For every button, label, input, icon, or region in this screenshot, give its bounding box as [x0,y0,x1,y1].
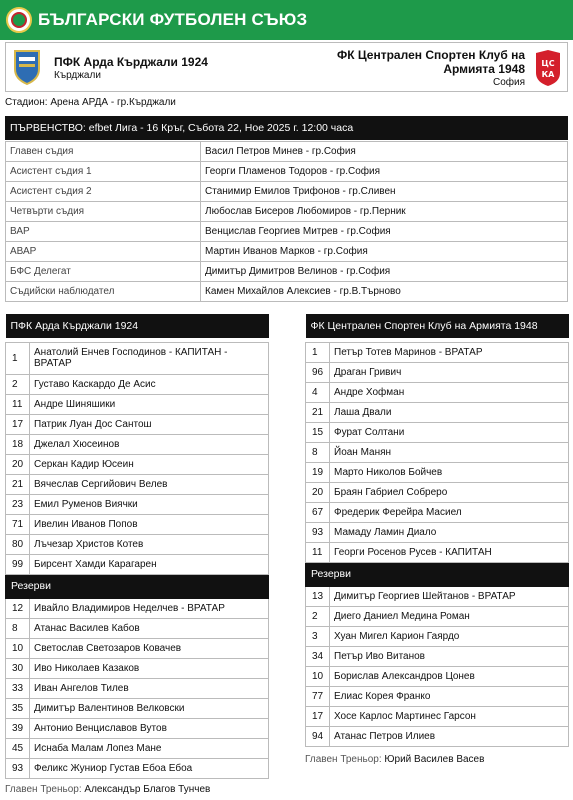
player-name-line: Хуан Мигел Карион Гаярдо [334,630,460,642]
player-name [30,394,269,414]
player-row [306,626,569,646]
player-name-line: Андре Хофман [334,386,405,398]
player-name [330,362,569,382]
player-name-line: Петър Тотев Маринов - ВРАТАР [334,346,483,358]
player-name-line: Иснаба Малам Лопез Мане [34,742,162,754]
player-name [330,382,569,402]
away-team-city: София [492,77,525,88]
away-coach [305,754,484,765]
official-name: Камен Михайлов Алексиев - гр.В.Търново [201,282,568,302]
player-number: 71 [6,514,30,534]
player-number: 20 [306,482,330,502]
page-title: БЪЛГАРСКИ ФУТБОЛЕН СЪЮЗ [38,10,308,29]
player-number: 10 [6,638,30,658]
player-number: 33 [6,678,30,698]
official-row [6,162,568,182]
player-number: 8 [6,618,30,638]
player-name [330,666,569,686]
player-number: 21 [306,402,330,422]
player-name-line: Лаша Двали [334,406,392,418]
player-row [6,554,269,574]
player-number: 39 [6,718,30,738]
player-name [330,686,569,706]
player-row [306,606,569,626]
lineup-title: ПФК Арда Кърджали 1924 [6,314,269,338]
player-name [30,638,269,658]
player-name [330,502,569,522]
player-name [330,542,569,562]
player-name [330,402,569,422]
official-row [6,282,568,302]
official-role: ВАР [6,222,201,242]
player-row [6,678,269,698]
player-row [6,618,269,638]
player-name-line: Атанас Петров Илиев [334,730,436,742]
player-name [30,758,269,778]
player-number: 99 [6,554,30,574]
player-name-line: Светослав Светозаров Ковачев [34,642,182,654]
player-row [306,706,569,726]
player-number: 35 [6,698,30,718]
player-row [306,402,569,422]
player-name [30,698,269,718]
player-name-line: Георги Росенов Русев - КАПИТАН [334,546,492,558]
player-row [6,698,269,718]
player-row [6,738,269,758]
player-name [30,534,269,554]
reserves-header: Резерви [6,574,269,598]
player-name [30,514,269,534]
cska-crest-icon [535,49,561,87]
player-name-line: Хосе Карлос Мартинес Гарсон [334,710,476,722]
player-name [330,462,569,482]
player-row [6,758,269,778]
player-row [6,658,269,678]
official-role: Съдийски наблюдател [6,282,201,302]
player-number: 77 [306,686,330,706]
player-row [306,362,569,382]
official-role: Четвърти съдия [6,202,201,222]
player-name [30,738,269,758]
player-row [306,502,569,522]
home-coach-name: Александър Благов Тунчев [84,784,211,795]
official-row [6,202,568,222]
player-name-line: Драган Гривич [334,366,402,378]
player-name-line: Димитър Валентинов Велковски [34,702,185,714]
player-name-line: Фурат Солтани [334,426,405,438]
player-name [30,494,269,514]
player-number: 34 [306,646,330,666]
player-row [306,542,569,562]
player-number: 20 [6,454,30,474]
player-number: 2 [6,374,30,394]
player-number: 2 [306,606,330,626]
official-role: Асистент съдия 1 [6,162,201,182]
stadium-info: Стадион: Арена АРДА - гр.Кърджали [5,97,176,108]
arda-crest-icon [13,49,41,85]
player-row [306,686,569,706]
away-team-name [325,48,525,76]
player-name [330,342,569,362]
player-name-line: Йоан Манян [334,446,392,458]
player-name-line: Мамаду Ламин Диало [334,526,437,538]
player-number: 8 [306,442,330,462]
player-number: 96 [306,362,330,382]
player-row [6,342,269,374]
away-team-name-line1: ФК Централен Спортен Клуб на [336,48,525,62]
player-row [306,442,569,462]
player-number: 15 [306,422,330,442]
player-row [306,422,569,442]
player-name-line: Емил Руменов Виячки [34,498,138,510]
player-name-line: Елиас Корея Франко [334,690,431,702]
player-name-line: Лъчезар Христов Котев [34,538,144,550]
player-number: 1 [6,342,30,374]
player-name [330,646,569,666]
official-role: АВАР [6,242,201,262]
player-name-line: Анатолий Енчев Господинов - КАПИТАН - [34,347,228,358]
player-row [6,434,269,454]
player-name-line: Антонио Венциславов Вутов [34,722,167,734]
official-row [6,222,568,242]
player-row [6,394,269,414]
player-name [30,718,269,738]
reserves-header: Резерви [306,562,569,586]
player-name [330,706,569,726]
official-name: Димитър Димитров Велинов - гр.София [201,262,568,282]
player-name-line: Димитър Георгиев Шейтанов - ВРАТАР [334,590,516,602]
player-row [6,494,269,514]
player-name [30,474,269,494]
official-role: Главен съдия [6,142,201,162]
official-name: Васил Петров Минев - гр.София [201,142,568,162]
bfs-crest-icon [6,7,32,33]
player-name [30,414,269,434]
player-name [30,554,269,574]
home-coach [5,784,210,795]
official-name: Станимир Емилов Трифонов - гр.Сливен [201,182,568,202]
svg-text:КА: КА [541,70,555,79]
player-number: 4 [306,382,330,402]
competition-bar: ПЪРВЕНСТВО: efbet Лига - 16 Кръг, Събота 22, Ное 2025 г. 12:00 часа [5,116,568,140]
official-name: Мартин Иванов Марков - гр.София [201,242,568,262]
player-number: 93 [6,758,30,778]
player-name-line: Ивайло Владимиров Неделчев - ВРАТАР [34,602,225,614]
svg-text:ЦС: ЦС [541,59,555,68]
player-name-line: Вячеслав Сергийович Велев [34,478,168,490]
player-number: 93 [306,522,330,542]
player-row [306,586,569,606]
home-lineup-table [5,314,269,779]
player-row [306,646,569,666]
official-role: Асистент съдия 2 [6,182,201,202]
player-number: 3 [306,626,330,646]
player-name-line: Борислав Александров Цонев [334,670,475,682]
official-row [6,182,568,202]
player-number: 17 [306,706,330,726]
player-row [6,638,269,658]
player-number: 1 [306,342,330,362]
player-row [6,414,269,434]
player-name [30,598,269,618]
player-name-line: Джелал Хюсеинов [34,438,120,450]
player-number: 17 [6,414,30,434]
official-row [6,142,568,162]
player-number: 30 [6,658,30,678]
player-number: 94 [306,726,330,746]
player-number: 13 [306,586,330,606]
player-number: 18 [6,434,30,454]
player-name [30,342,269,374]
player-number: 11 [6,394,30,414]
player-name [30,454,269,474]
player-name-line: Иво Николаев Казаков [34,662,140,674]
player-name [30,434,269,454]
official-name: Георги Пламенов Тодоров - гр.София [201,162,568,182]
player-name-line: Иван Ангелов Тилев [34,682,129,694]
player-name-line: Серкан Кадир Юсеин [34,458,134,470]
player-name [330,522,569,542]
player-row [306,666,569,686]
player-name [30,618,269,638]
player-name-line: ВРАТАР [34,358,72,369]
official-row [6,262,568,282]
player-name [330,606,569,626]
player-row [306,482,569,502]
player-row [306,726,569,746]
player-row [306,342,569,362]
home-team-name: ПФК Арда Кърджали 1924 [54,55,208,69]
official-role: БФС Делегат [6,262,201,282]
player-row [6,598,269,618]
player-name-line: Бирсент Хамди Карагарен [34,558,157,570]
player-row [6,474,269,494]
official-name: Венцислав Георгиев Митрев - гр.София [201,222,568,242]
player-name-line: Петър Иво Витанов [334,650,425,662]
player-name-line: Фредерик Ферейра Масиел [334,506,462,518]
official-name: Любослав Бисеров Любомиров - гр.Перник [201,202,568,222]
player-row [306,382,569,402]
officials-table [5,141,568,302]
player-row [6,374,269,394]
player-name-line: Диего Даниел Медина Роман [334,610,470,622]
player-name-line: Ивелин Иванов Попов [34,518,138,530]
player-name-line: Патрик Луан Дос Сантош [34,418,152,430]
player-name-line: Марто Николов Бойчев [334,466,443,478]
away-team-name-line2: Армията 1948 [443,62,525,76]
player-row [6,534,269,554]
home-team-city: Кърджали [54,70,101,81]
away-coach-name: Юрий Василев Васев [384,754,485,765]
player-number: 19 [306,462,330,482]
player-name-line: Браян Габриел Собреро [334,486,448,498]
player-row [6,514,269,534]
player-number: 10 [306,666,330,686]
player-name-line: Феликс Жуниор Густав Ебоа Ебоа [34,762,193,774]
player-name [330,422,569,442]
player-row [306,462,569,482]
player-name [330,726,569,746]
player-name [330,626,569,646]
player-row [6,454,269,474]
player-name-line: Густаво Каскардо Де Асис [34,378,156,390]
home-coach-label: Главен Треньор: [5,784,82,795]
player-number: 67 [306,502,330,522]
away-coach-label: Главен Треньор: [305,754,382,765]
official-row [6,242,568,262]
player-number: 45 [6,738,30,758]
player-name [330,442,569,462]
player-number: 12 [6,598,30,618]
player-name [30,374,269,394]
player-row [6,718,269,738]
player-name-line: Атанас Василев Кабов [34,622,140,634]
player-number: 80 [6,534,30,554]
player-row [306,522,569,542]
player-number: 21 [6,474,30,494]
player-name [330,482,569,502]
teams-panel [5,42,568,92]
lineup-title: ФК Централен Спортен Клуб на Армията 1948 [306,314,569,338]
player-name [30,678,269,698]
player-number: 11 [306,542,330,562]
away-lineup-table [305,314,569,747]
player-name-line: Андре Шиняшики [34,398,116,410]
player-name [330,586,569,606]
page-header [0,0,573,40]
player-number: 23 [6,494,30,514]
player-name [30,658,269,678]
